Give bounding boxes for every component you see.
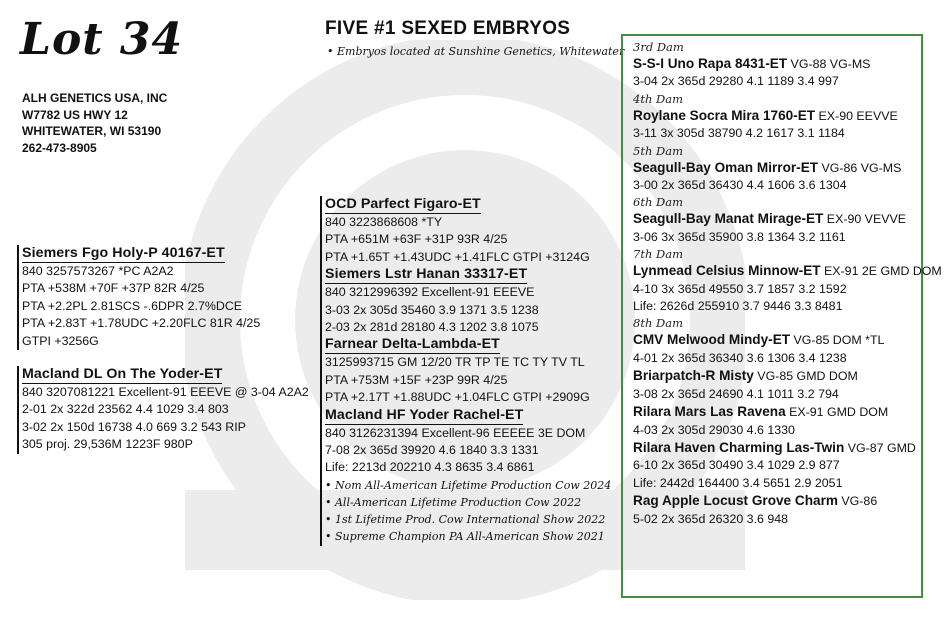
ancestor-record: 6-10 2x 365d 30490 3.4 1029 2.9 877	[633, 458, 840, 473]
dam-sire-block	[320, 336, 615, 406]
ancestor-name: CMV Melwood Mindy-ET	[633, 332, 791, 348]
sire-line: PTA +2.83T +1.78UDC +2.20FLC 81R 4/25	[22, 316, 261, 331]
dam-block	[17, 366, 312, 454]
dam-generation-label: 8th Dam	[633, 316, 683, 331]
ancestor-score: EX-91 2E GMD DOM	[820, 264, 942, 279]
offer-subtitle: • Embryos located at Sunshine Genetics, Whitewater	[327, 45, 625, 58]
sire-sire-line: 840 3223868608 *TY	[325, 215, 443, 229]
ancestor-name: Rag Apple Locust Grove Charm	[633, 493, 838, 509]
granddam-line: Life: 2213d 202210 4.3 8635 3.4 6861	[325, 460, 535, 475]
dam-generation-label: 7th Dam	[633, 247, 683, 262]
ancestor-score: VG-85 GMD DOM	[753, 369, 858, 384]
ancestor-row	[633, 403, 911, 421]
dam-generation-label: 6th Dam	[633, 195, 683, 210]
offer-title: FIVE #1 SEXED EMBRYOS	[325, 18, 571, 39]
ancestor-score: VG-86	[837, 494, 878, 509]
granddam-block	[320, 407, 615, 546]
ancestor-name: Seagull-Bay Oman Mirror-ET	[633, 159, 819, 175]
ancestor-name: Briarpatch-R Misty	[633, 368, 754, 384]
ancestor-row	[633, 331, 911, 349]
ancestor-name: Roylane Socra Mira 1760-ET	[633, 107, 816, 123]
ancestor-score: EX-90 EEVVE	[815, 108, 898, 123]
dam-sire-line: PTA +753M +15F +23P 99R 4/25	[325, 372, 508, 387]
ancestor-row	[633, 262, 942, 280]
ancestor-record: 4-03 2x 305d 29030 4.6 1330	[633, 422, 795, 437]
ancestor-score: EX-90 VEVVE	[823, 212, 907, 227]
ancestor-name: Rilara Mars Las Ravena	[633, 404, 786, 420]
sire-name: Siemers Fgo Holy-P 40167-ET	[22, 245, 225, 261]
middle-pedigree	[325, 196, 615, 546]
honor-line: • All-American Lifetime Production Cow 2022	[325, 496, 582, 510]
consignor-city: WHITEWATER, WI 53190	[22, 124, 162, 138]
ancestor-record: 3-00 2x 365d 36430 4.4 1606 3.6 1304	[633, 178, 847, 193]
ancestor-record: Life: 2626d 255910 3.7 9446 3.3 8481	[633, 299, 843, 314]
granddam-line: 840 3126231394 Excellent-96 EEEEE 3E DOM	[325, 425, 586, 440]
lot-number: Lot 34	[20, 14, 184, 65]
sire-line: GTPI +3256G	[22, 333, 99, 348]
dam-generation-label: 3rd Dam	[633, 40, 684, 54]
consignor-name: ALH GENETICS USA, INC	[22, 91, 168, 105]
ancestor-record: 3-04 2x 365d 29280 4.1 1189 3.4 997	[633, 74, 839, 89]
dam-line: 840 3207081221 Excellent-91 EEEVE @ 3-04 A2A2	[22, 385, 309, 400]
granddam-name: Macland HF Yoder Rachel-ET	[325, 406, 524, 423]
ancestor-score: EX-91 GMD DOM	[785, 405, 889, 420]
sire-line: PTA +538M +70F +37P 82R 4/25	[22, 281, 205, 296]
ancestor-row	[633, 492, 911, 510]
ancestor-score: VG-88 VG-MS	[787, 57, 871, 71]
ancestor-name: Lynmead Celsius Minnow-ET	[633, 263, 821, 279]
dam-sire-line: 3125993715 GM 12/20 TR TP TE TC TY TV TL	[325, 355, 585, 370]
ancestor-score: VG-85 DOM *TL	[790, 333, 885, 348]
ancestor-row	[633, 210, 911, 228]
sire-dam-block	[320, 266, 615, 336]
sire-dam-name: Siemers Lstr Hanan 33317-ET	[325, 266, 528, 283]
sire-sire-line: PTA +651M +63F +31P 93R 4/25	[325, 232, 508, 247]
sire-block	[17, 245, 312, 350]
sire-dam-line: 2-03 2x 281d 28180 4.3 1202 3.8 1075	[325, 320, 539, 335]
sire-line: 840 3257573267 *PC A2A2	[22, 264, 174, 278]
sire-sire-name: OCD Parfect Figaro-ET	[325, 196, 481, 212]
ancestor-name: Rilara Haven Charming Las-Twin	[633, 439, 845, 455]
ancestor-row	[633, 55, 911, 73]
sire-dam-line: 3-03 2x 305d 35460 3.9 1371 3.5 1238	[325, 302, 539, 317]
consignor-address	[22, 90, 167, 156]
ancestor-record: 5-02 2x 365d 26320 3.6 948	[633, 511, 789, 526]
ancestor-row	[633, 367, 911, 385]
sire-sire-block	[320, 196, 615, 266]
dam-line: 3-02 2x 150d 16738 4.0 669 3.2 543 RIP	[22, 419, 246, 434]
ancestor-row	[633, 159, 911, 177]
consignor-street: W7782 US HWY 12	[22, 107, 128, 122]
dam-generation-label: 4th Dam	[633, 91, 683, 106]
honor-line: • 1st Lifetime Prod. Cow International Show 2022	[325, 513, 606, 527]
dam-generation-label: 5th Dam	[633, 143, 683, 158]
dam-sire-line: PTA +2.17T +1.88UDC +1.04FLC GTPI +2909G	[325, 390, 590, 405]
sire-line: PTA +2.2PL 2.81SCS -.6DPR 2.7%DCE	[22, 298, 243, 313]
sire-sire-line: PTA +1.65T +1.43UDC +1.41FLC GTPI +3124G	[325, 249, 590, 264]
ancestor-record: Life: 2442d 164400 3.4 5651 2.9 2051	[633, 475, 843, 490]
left-pedigree	[22, 245, 312, 454]
consignor-phone: 262-473-8905	[22, 140, 97, 155]
granddam-line: 7-08 2x 365d 39920 4.6 1840 3.3 1331	[325, 443, 539, 458]
dam-line: 305 proj. 29,536M 1223F 980P	[22, 437, 193, 452]
ancestor-record: 3-06 3x 365d 35900 3.8 1364 3.2 1161	[633, 229, 846, 244]
ancestor-record: 4-01 2x 365d 36340 3.6 1306 3.4 1238	[633, 350, 847, 365]
ancestor-name: Seagull-Bay Manat Mirage-ET	[633, 211, 824, 227]
dam-pedigree-box	[621, 34, 942, 598]
ancestor-record: 3-08 2x 365d 24690 4.1 1011 3.2 794	[633, 386, 839, 401]
honor-line: • Supreme Champion PA All-American Show 2021	[325, 530, 605, 544]
ancestor-score: VG-86 VG-MS	[818, 160, 902, 175]
ancestor-name: S-S-I Uno Rapa 8431-ET	[633, 56, 788, 71]
sire-dam-line: 840 3212996392 Excellent-91 EEEVE	[325, 285, 535, 300]
ancestor-record: 4-10 3x 365d 49550 3.7 1857 3.2 1592	[633, 281, 847, 296]
ancestor-score: VG-87 GMD	[844, 440, 916, 455]
dam-line: 2-01 2x 322d 23562 4.4 1029 3.4 803	[22, 402, 229, 417]
honor-line: • Nom All-American Lifetime Production Cow 2024	[325, 478, 612, 492]
dam-sire-name: Farnear Delta-Lambda-ET	[325, 336, 500, 353]
ancestor-record: 3-11 3x 305d 38790 4.2 1617 3.1 1184	[633, 126, 845, 141]
dam-name: Macland DL On The Yoder-ET	[22, 366, 223, 383]
ancestor-row	[633, 439, 916, 457]
ancestor-row	[633, 107, 911, 125]
